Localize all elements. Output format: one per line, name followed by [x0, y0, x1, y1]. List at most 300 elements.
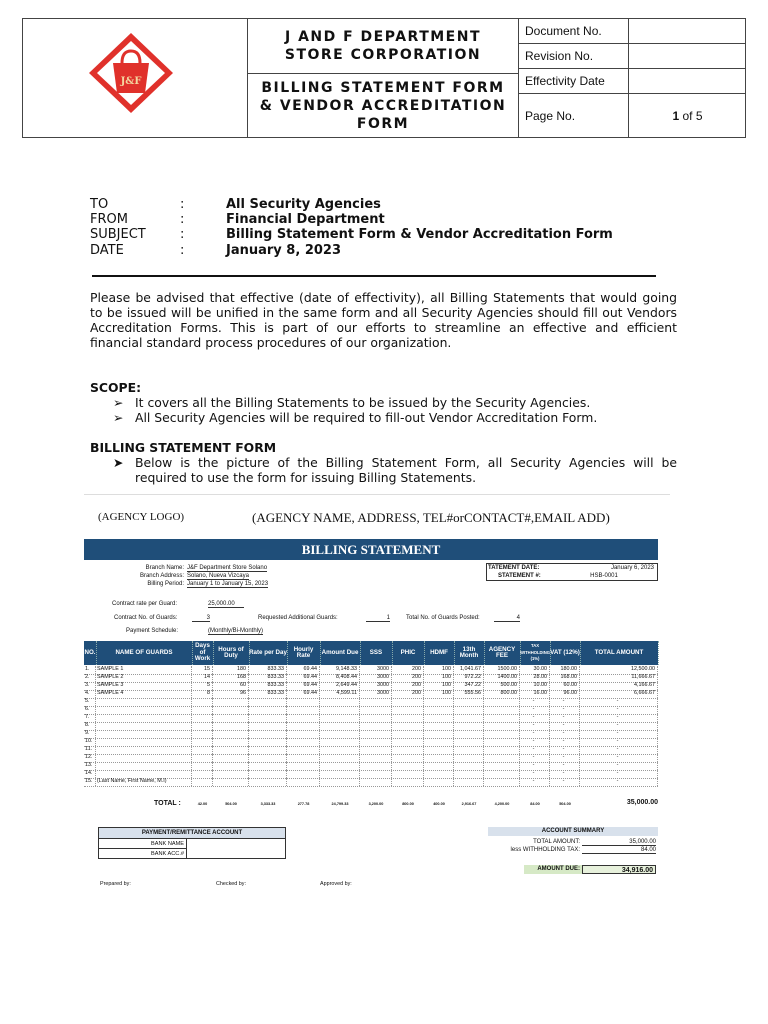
table-cell — [424, 754, 454, 762]
total-value: 504.00 — [559, 802, 571, 806]
table-cell: - — [550, 778, 580, 786]
table-cell — [96, 706, 192, 714]
table-cell: 100 — [424, 666, 454, 674]
table-cell: - — [580, 722, 658, 730]
table-cell: - — [580, 770, 658, 778]
table-cell — [424, 714, 454, 722]
table-cell: 10. — [84, 738, 96, 746]
table-cell: 15. — [84, 778, 96, 786]
table-cell: 14. — [84, 770, 96, 778]
table-cell — [249, 754, 287, 762]
guards-table-header — [84, 641, 658, 665]
table-cell — [192, 738, 213, 746]
amount-due: 34,916.00 — [582, 865, 656, 874]
table-cell: 5 — [192, 682, 213, 690]
table-cell: 1500.00 — [484, 666, 520, 674]
table-cell — [192, 746, 213, 754]
table-cell: 3000 — [360, 682, 392, 690]
additional-guards-label: Requested Additional Guards: — [258, 615, 338, 621]
document-header — [22, 18, 746, 138]
meta-value — [630, 19, 745, 43]
total-value: 35,000.00 — [626, 799, 658, 806]
table-cell — [192, 778, 213, 786]
table-cell: 30.00 — [520, 666, 550, 674]
memo-value-from: Financial Department — [226, 212, 385, 227]
meta-value — [630, 94, 745, 137]
intro-line: financial standard process procedures of our organization. — [90, 335, 452, 350]
table-cell — [213, 762, 249, 770]
intro-paragraph — [90, 290, 677, 350]
total-value: 2,916.67 — [461, 802, 477, 806]
table-cell: 8,408.44 — [320, 674, 360, 682]
table-cell — [320, 770, 360, 778]
table-cell: 8 — [192, 690, 213, 698]
table-cell — [96, 714, 192, 722]
table-cell: 9,148.33 — [320, 666, 360, 674]
table-cell — [287, 746, 320, 754]
branch-address: Solano, Nueva Vizcaya — [187, 573, 249, 579]
table-cell: - — [580, 746, 658, 754]
meta-label: Document No. — [519, 19, 629, 43]
table-cell — [392, 714, 424, 722]
meta-label: Effectivity Date — [519, 69, 629, 93]
table-cell: 96 — [213, 690, 249, 698]
approved-by-label: Approved by: — [320, 881, 352, 887]
table-cell — [392, 738, 424, 746]
table-cell — [360, 730, 392, 738]
memo-label-date: DATE — [90, 243, 124, 258]
table-cell: - — [550, 770, 580, 778]
column-header: Days of Work — [192, 641, 214, 665]
memo-value-subject: Billing Statement Form & Vendor Accreditation Form — [226, 227, 613, 242]
table-cell: 168 — [213, 674, 249, 682]
table-cell: 69.44 — [287, 674, 320, 682]
memo-value-date: January 8, 2023 — [226, 243, 341, 258]
contract-rate-label: Contract rate per Guard: — [112, 601, 178, 607]
table-cell — [249, 722, 287, 730]
table-cell: - — [520, 730, 550, 738]
company-name-line2: STORE CORPORATION — [284, 47, 482, 63]
billing-description — [135, 455, 677, 485]
billing-statement-banner: BILLING STATEMENT — [84, 539, 658, 560]
table-cell: 9. — [84, 730, 96, 738]
table-cell — [360, 778, 392, 786]
table-cell: - — [520, 714, 550, 722]
payment-schedule-label: Payment Schedule: — [126, 628, 179, 634]
less-tax: 84.00 — [582, 847, 656, 854]
column-header: 13th Month — [454, 641, 485, 665]
form-title — [248, 74, 518, 137]
table-cell — [287, 698, 320, 706]
scope-item: All Security Agencies will be required to fill-out Vendor Accreditation Form. — [135, 410, 598, 425]
table-cell — [484, 770, 520, 778]
table-cell — [424, 706, 454, 714]
branch-name-label: Branch Name: — [145, 565, 184, 571]
table-cell: 100 — [424, 674, 454, 682]
table-cell: 1,041.67 — [454, 666, 484, 674]
total-amount-label: TOTAL AMOUNT: — [533, 839, 580, 845]
table-cell — [484, 722, 520, 730]
table-cell: - — [520, 754, 550, 762]
table-cell — [392, 770, 424, 778]
table-cell: 200 — [392, 682, 424, 690]
memo-value-to: All Security Agencies — [226, 197, 381, 212]
table-cell: 12. — [84, 754, 96, 762]
table-cell — [213, 738, 249, 746]
table-cell: 7. — [84, 714, 96, 722]
table-cell: 200 — [392, 666, 424, 674]
meta-revision-no — [519, 44, 745, 69]
table-cell: 69.44 — [287, 682, 320, 690]
table-cell — [320, 778, 360, 786]
table-cell: 4. — [84, 690, 96, 698]
table-cell — [360, 722, 392, 730]
table-cell — [454, 754, 484, 762]
table-cell — [484, 706, 520, 714]
table-cell — [249, 706, 287, 714]
table-cell: 833.33 — [249, 666, 287, 674]
prepared-by-label: Prepared by: — [100, 881, 131, 887]
page-total: of 5 — [679, 109, 703, 123]
table-cell — [287, 722, 320, 730]
billing-heading: BILLING STATEMENT FORM — [90, 440, 277, 455]
billing-period-label: Billing Period: — [147, 581, 184, 587]
table-cell — [392, 746, 424, 754]
table-cell: - — [550, 762, 580, 770]
table-cell: - — [550, 706, 580, 714]
table-cell: 200 — [392, 690, 424, 698]
table-cell — [484, 714, 520, 722]
table-cell — [320, 706, 360, 714]
agency-logo-placeholder: (AGENCY LOGO) — [98, 511, 185, 523]
table-cell — [484, 730, 520, 738]
total-value: 3,333.33 — [260, 802, 276, 806]
table-cell: - — [580, 698, 658, 706]
column-header: NO. — [84, 641, 97, 665]
table-cell: 3000 — [360, 690, 392, 698]
total-value: 4,200.00 — [494, 802, 510, 806]
table-cell: 11. — [84, 746, 96, 754]
memo-colon: : — [180, 227, 185, 242]
table-cell — [192, 754, 213, 762]
table-cell — [360, 706, 392, 714]
table-cell — [392, 698, 424, 706]
table-cell — [287, 738, 320, 746]
table-cell — [320, 746, 360, 754]
table-cell — [484, 762, 520, 770]
memo-label-from: FROM — [90, 212, 128, 227]
table-cell: 200 — [392, 674, 424, 682]
table-cell: 16.00 — [520, 690, 550, 698]
table-cell — [96, 698, 192, 706]
memo-colon: : — [180, 243, 185, 258]
table-cell — [320, 754, 360, 762]
table-cell — [192, 706, 213, 714]
meta-value — [630, 44, 745, 68]
table-cell — [249, 714, 287, 722]
column-header: Amount Due — [320, 641, 361, 665]
table-cell: - — [550, 730, 580, 738]
total-value: 84.00 — [530, 802, 540, 806]
contract-guards-label: Contract No. of Guards: — [114, 615, 178, 621]
less-tax-label: less WITHHOLDING TAX: — [510, 847, 580, 853]
table-cell: - — [580, 778, 658, 786]
table-cell: 96.00 — [550, 690, 580, 698]
table-cell — [287, 706, 320, 714]
logo-cell — [23, 19, 248, 137]
table-cell: 11,666.67 — [580, 674, 658, 682]
posted-guards: 4 — [494, 615, 520, 622]
account-summary-title: ACCOUNT SUMMARY — [488, 827, 658, 836]
table-cell — [320, 762, 360, 770]
table-cell: 13. — [84, 762, 96, 770]
memo-colon: : — [180, 197, 185, 212]
table-cell — [320, 738, 360, 746]
table-cell: 15 — [192, 666, 213, 674]
table-cell: 6,666.67 — [580, 690, 658, 698]
table-cell: - — [520, 778, 550, 786]
company-name — [248, 19, 518, 74]
table-cell: - — [580, 706, 658, 714]
table-cell — [454, 730, 484, 738]
table-cell: 60 — [213, 682, 249, 690]
table-cell — [360, 698, 392, 706]
table-cell — [454, 738, 484, 746]
meta-label: Revision No. — [519, 44, 629, 68]
table-cell — [320, 722, 360, 730]
arrow-bullet-icon: ➢ — [113, 410, 124, 425]
table-cell: 347.22 — [454, 682, 484, 690]
table-cell: 555.56 — [454, 690, 484, 698]
table-cell — [287, 770, 320, 778]
table-cell — [454, 714, 484, 722]
table-cell — [392, 778, 424, 786]
table-cell — [249, 770, 287, 778]
table-cell — [192, 762, 213, 770]
table-cell: 2,649.44 — [320, 682, 360, 690]
table-cell: SAMPLE 4 — [96, 690, 192, 698]
contract-guards: 3 — [192, 615, 210, 622]
table-cell — [287, 778, 320, 786]
table-cell — [484, 698, 520, 706]
table-cell — [213, 730, 249, 738]
table-cell — [424, 770, 454, 778]
agency-info-placeholder: (AGENCY NAME, ADDRESS, TEL#orCONTACT#,EMAIL ADD) — [252, 510, 610, 525]
column-header: TOTAL AMOUNT — [580, 641, 659, 665]
table-cell: 500.00 — [484, 682, 520, 690]
table-cell: 3000 — [360, 674, 392, 682]
table-cell — [454, 778, 484, 786]
table-cell: - — [520, 762, 550, 770]
column-header: VAT (12%) — [550, 641, 581, 665]
table-cell — [484, 738, 520, 746]
contract-rate: 25,000.00 — [208, 601, 244, 608]
total-value: 3,200.00 — [368, 802, 384, 806]
table-cell: 1. — [84, 666, 96, 674]
table-cell: 69.44 — [287, 666, 320, 674]
table-cell — [454, 722, 484, 730]
table-cell — [454, 706, 484, 714]
table-cell — [360, 738, 392, 746]
column-header: Hourly Rate — [287, 641, 321, 665]
table-cell: 168.00 — [550, 674, 580, 682]
title-cell — [248, 19, 519, 137]
table-cell — [96, 746, 192, 754]
table-cell — [360, 770, 392, 778]
table-cell: - — [550, 714, 580, 722]
table-cell: 100 — [424, 690, 454, 698]
table-cell: 100 — [424, 682, 454, 690]
bank-name-label: BANK NAME — [99, 839, 187, 849]
table-cell: 972.22 — [454, 674, 484, 682]
arrow-bullet-icon: ➢ — [113, 395, 124, 410]
table-cell — [424, 730, 454, 738]
table-cell — [360, 746, 392, 754]
table-cell: - — [580, 714, 658, 722]
table-cell — [424, 746, 454, 754]
company-name-line1: J AND F DEPARTMENT — [284, 29, 482, 45]
scope-heading: SCOPE: — [90, 380, 142, 395]
form-title-line2: & VENDOR ACCREDITATION — [259, 97, 507, 114]
statement-no: HSB-0001 — [590, 573, 618, 579]
table-cell: - — [550, 746, 580, 754]
meta-effectivity-date — [519, 69, 745, 94]
billing-description-line: Below is the picture of the Billing Statement Form, all Security Agencies will be — [135, 455, 677, 470]
table-cell: - — [580, 738, 658, 746]
statement-date: January 6, 2023 — [610, 565, 654, 571]
payment-account-box — [98, 827, 286, 859]
form-title-line1: BILLING STATEMENT FORM — [261, 79, 505, 96]
table-cell — [360, 762, 392, 770]
table-cell: 10.00 — [520, 682, 550, 690]
table-cell: - — [580, 754, 658, 762]
table-cell: 8. — [84, 722, 96, 730]
additional-guards: 1 — [366, 615, 390, 622]
table-cell: 1400.00 — [484, 674, 520, 682]
table-cell: 12,500.00 — [580, 666, 658, 674]
intro-line: Accreditation Forms. This is part of our efforts to streamline an effective and efficient — [90, 320, 677, 335]
meta-document-no — [519, 19, 745, 44]
table-cell — [213, 714, 249, 722]
table-cell: SAMPLE 2 — [96, 674, 192, 682]
table-cell — [484, 778, 520, 786]
table-cell — [454, 762, 484, 770]
total-value: 42.00 — [197, 802, 208, 806]
column-header: AGENCY FEE — [484, 641, 521, 665]
table-cell — [287, 714, 320, 722]
table-cell: 180.00 — [550, 666, 580, 674]
billing-statement-sample — [84, 494, 670, 921]
table-cell: 833.33 — [249, 682, 287, 690]
table-cell — [213, 698, 249, 706]
table-cell: (Last Name, First Name, M.I) — [96, 778, 192, 786]
total-value: 400.00 — [433, 802, 445, 806]
table-cell: SAMPLE 3 — [96, 682, 192, 690]
table-cell: 6. — [84, 706, 96, 714]
table-cell: SAMPLE 1 — [96, 666, 192, 674]
table-cell: 3000 — [360, 666, 392, 674]
form-title-line3: FORM — [356, 115, 410, 132]
total-label: TOTAL : — [154, 800, 181, 807]
table-cell — [320, 730, 360, 738]
table-cell — [424, 762, 454, 770]
table-cell — [320, 698, 360, 706]
intro-line: Please be advised that effective (date of effectivity), all Billing Statements that would going — [90, 290, 677, 305]
table-cell: 833.33 — [249, 690, 287, 698]
column-header: SSS — [360, 641, 393, 665]
arrow-bullet-icon: ➤ — [113, 455, 124, 470]
table-cell: 69.44 — [287, 690, 320, 698]
table-cell: - — [520, 698, 550, 706]
table-cell: 800.00 — [484, 690, 520, 698]
table-cell: 4,599.11 — [320, 690, 360, 698]
table-cell — [392, 706, 424, 714]
column-header: Rate per Day — [249, 641, 288, 665]
amount-due-label: AMOUNT DUE: — [524, 865, 582, 874]
table-cell: - — [550, 754, 580, 762]
table-cell: 5. — [84, 698, 96, 706]
memo-label-subject: SUBJECT — [90, 227, 146, 242]
column-header: PHIC — [392, 641, 425, 665]
table-cell: - — [550, 698, 580, 706]
table-cell — [213, 770, 249, 778]
table-cell — [454, 770, 484, 778]
table-cell — [249, 698, 287, 706]
table-cell — [424, 698, 454, 706]
page-number: 1 — [672, 109, 680, 123]
table-cell — [320, 714, 360, 722]
bank-acc-label: BANK ACC.# — [99, 849, 187, 859]
table-cell — [192, 698, 213, 706]
table-cell — [424, 778, 454, 786]
table-cell — [213, 722, 249, 730]
table-cell — [249, 762, 287, 770]
table-cell — [213, 706, 249, 714]
table-cell — [484, 754, 520, 762]
table-cell — [96, 770, 192, 778]
table-cell: 2. — [84, 674, 96, 682]
table-cell: - — [520, 770, 550, 778]
total-value: 277.78 — [297, 802, 310, 806]
intro-line: to be issued will be unified in the same form and all Security Agencies should fill out Vendors — [90, 305, 677, 320]
total-value: 800.00 — [402, 802, 414, 806]
statement-no-label: STATEMENT #: — [498, 573, 541, 579]
table-cell — [392, 762, 424, 770]
memo-label-to: TO — [90, 197, 109, 212]
table-cell — [192, 722, 213, 730]
scope-item: It covers all the Billing Statements to be issued by the Security Agencies. — [135, 395, 591, 410]
table-cell: 180 — [213, 666, 249, 674]
table-cell — [424, 738, 454, 746]
total-amount: 35,000.00 — [582, 839, 656, 846]
column-header: NAME OF GUARDS — [96, 641, 193, 665]
column-header: TAX WITHHOLDING (1%) — [520, 641, 551, 665]
table-cell — [96, 730, 192, 738]
table-cell — [287, 730, 320, 738]
table-cell — [249, 778, 287, 786]
table-cell — [192, 730, 213, 738]
checked-by-label: Checked by: — [216, 881, 246, 887]
table-cell — [287, 754, 320, 762]
table-cell — [213, 746, 249, 754]
meta-label: Page No. — [519, 94, 629, 137]
logo-text: J&F — [120, 76, 142, 87]
table-cell: 60.00 — [550, 682, 580, 690]
table-cell: - — [550, 722, 580, 730]
divider-line — [92, 275, 656, 277]
table-cell — [96, 754, 192, 762]
table-cell — [392, 722, 424, 730]
